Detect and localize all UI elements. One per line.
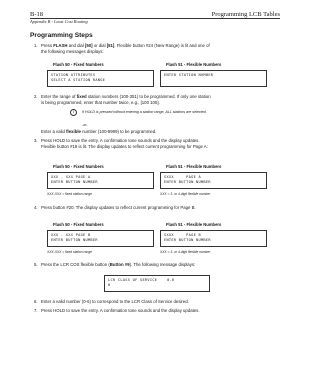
lcd-page-b-flexible: SXXX PAGE B ENTER BUTTON NUMBER: [160, 230, 267, 247]
fixed-word: fixed: [76, 94, 87, 99]
or-separator: -or-: [82, 123, 88, 127]
info-icon: i: [70, 109, 77, 116]
section-heading: Programming Steps: [30, 32, 93, 39]
lcd-station-range: STATION ATTRIBUTES SELECT A STATION RANGE: [47, 70, 154, 87]
step-text: number (100-8999) to be programmed.: [80, 129, 157, 134]
step-text: . Flexible button #24 (New Range) is lit and one of: [114, 43, 210, 48]
footnote-fixed: XXX-XXX = fixed station range: [47, 250, 92, 254]
footnote-fixed: XXX-XXX = fixed station range: [47, 192, 92, 196]
step-text: Press button #20. The display updates to reflect current programming for Page B.: [41, 205, 196, 210]
step-text: or dial: [92, 43, 107, 48]
label-fixed-numbers: Flash 50 - Fixed Numbers: [53, 164, 104, 169]
step-text: ). The following message displays:: [129, 262, 196, 267]
step-number: 2.: [34, 94, 38, 99]
label-flexible-numbers: Flash 51 - Flexible Numbers: [166, 222, 222, 227]
lcd-lcr-cos: LCR CLASS OF SERVICE 0-6 0: [104, 275, 210, 292]
label-flexible-numbers: Flash 51 - Flexible Numbers: [166, 62, 222, 67]
step-number: 1.: [34, 43, 38, 48]
step-text: Press: [41, 43, 54, 48]
lcd-page-a-flexible: SXXX PAGE A ENTER BUTTON NUMBER: [160, 172, 267, 189]
appendix-title: Appendix B - Least Cost Routing: [30, 19, 88, 24]
lcd-page-b-fixed: XXX - XXX PAGE B ENTER BUTTON NUMBER: [47, 230, 154, 247]
step-text: Press the LCR COS flexible button (: [41, 262, 110, 267]
step-3: [34, 138, 271, 150]
note-text: If HOLD is pressed without entering a station range, ALL stations are selected.: [82, 110, 207, 114]
label-fixed-numbers: Flash 50 - Fixed Numbers: [53, 62, 104, 67]
step-text: and dial: [67, 43, 85, 48]
step-2: [34, 94, 271, 106]
footnote-flexible: XXX = 3- or 4-digit flexible number: [160, 192, 211, 196]
step-1: [34, 43, 271, 55]
step-text: Enter a valid: [41, 129, 67, 134]
step-text: is being programmed, enter that number twice, e.g., [100 100].: [41, 100, 160, 106]
lcd-page-a-fixed: XXX - XXX PAGE A ENTER BUTTON NUMBER: [47, 172, 154, 189]
step-number: 5.: [34, 262, 38, 267]
step-6: [34, 299, 271, 305]
step-2-flexible: [41, 129, 271, 135]
lcd-station-number: ENTER STATION NUMBER: [160, 70, 267, 87]
step-number: 6.: [34, 299, 38, 304]
step-5: [34, 262, 271, 268]
code-51: [51]: [106, 43, 115, 48]
flash-key: FLASH: [53, 43, 68, 48]
step-text: station numbers (100-351) to be programmed. If only one station: [86, 94, 211, 99]
chapter-title: Programming LCB Tables: [211, 11, 280, 18]
label-flexible-numbers: Flash 51 - Flexible Numbers: [166, 164, 222, 169]
step-text: Flexible button #19 is lit. The display updates to reflect current programming for Page A:: [41, 144, 208, 150]
footnote-flexible: XXX = 3- or 4-digit flexible number: [160, 250, 211, 254]
step-text: Press HOLD to save the entry. A confirmation tone sounds and the display updates.: [41, 138, 200, 143]
step-number: 3.: [34, 138, 38, 143]
label-fixed-numbers: Flash 50 - Fixed Numbers: [53, 222, 104, 227]
step-text: the following messages displays:: [41, 49, 104, 55]
step-number: 4.: [34, 205, 38, 210]
page-number: B-18: [30, 11, 43, 18]
flexible-word: flexible: [66, 129, 81, 134]
button-9: Button #9: [109, 262, 130, 267]
code-50: [50]: [84, 43, 93, 48]
step-text: Press HOLD to save the entry. A confirmation tone sounds and the display updates.: [41, 308, 200, 313]
step-4: [34, 205, 271, 211]
step-number: 7.: [34, 308, 38, 313]
step-7: [34, 308, 271, 314]
step-text: Enter the range of: [41, 94, 77, 99]
step-text: Enter a valid number (0-6) to correspond to the LCR Class of Service desired.: [41, 299, 189, 304]
